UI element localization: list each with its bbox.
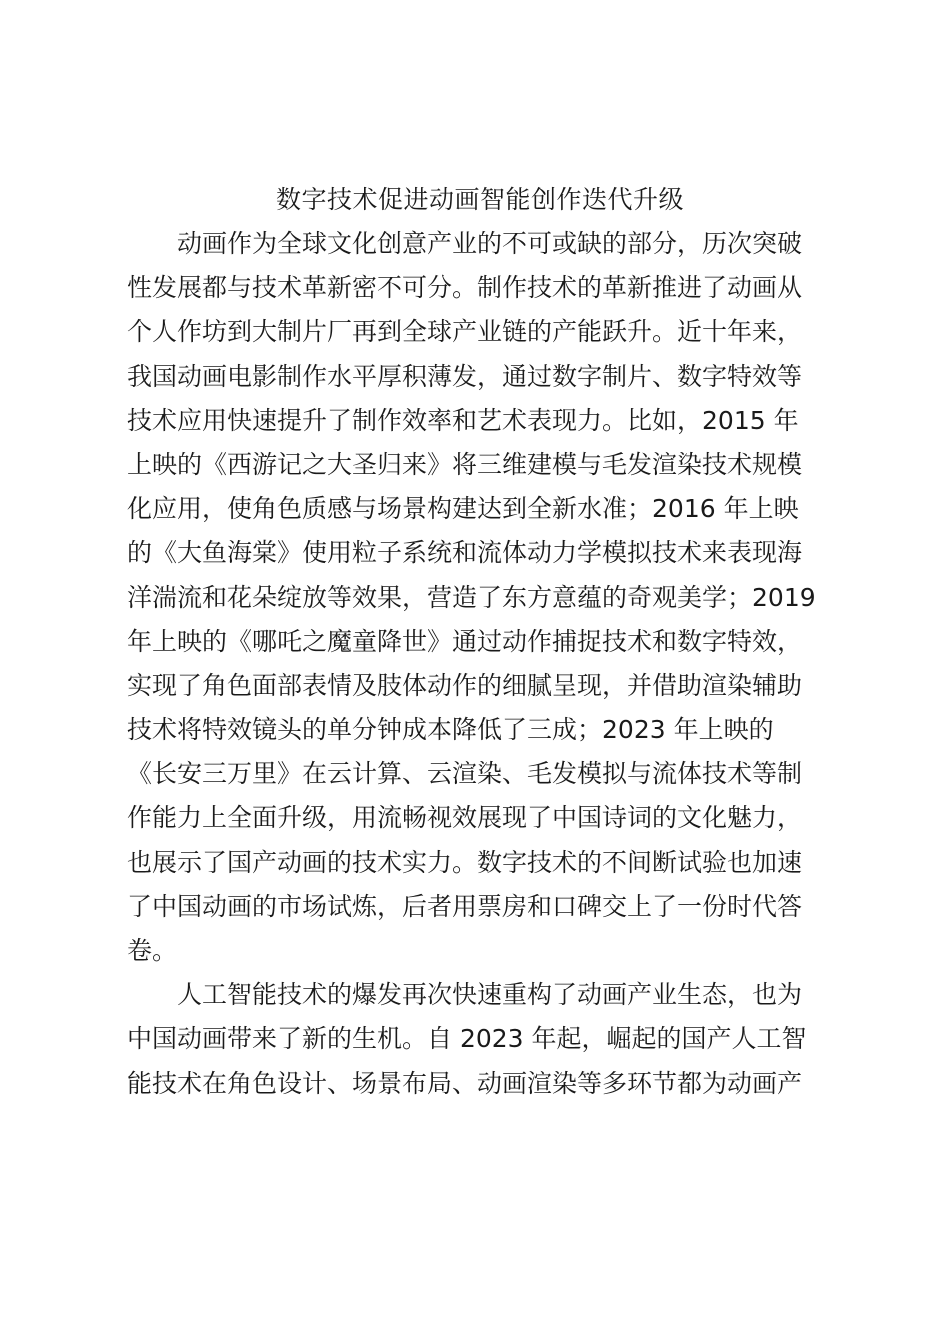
text-line: 人工智能技术的爆发再次快速重构了动画产业生态，也为	[127, 980, 803, 1010]
text-line: 上映的《西游记之大圣归来》将三维建模与毛发渲染技术规模	[127, 449, 803, 479]
text-line: 的《大鱼海棠》使用粒子系统和流体动力学模拟技术来表现海	[127, 538, 803, 568]
text-line: 动画作为全球文化创意产业的不可或缺的部分，历次突破	[127, 229, 803, 258]
document-title: 数字技术促进动画智能创作迭代升级	[275, 185, 684, 214]
text-line: 洋湍流和花朵绽放等效果，营造了东方意蕴的奇观美学；2019	[127, 582, 816, 612]
text-line: 化应用，使角色质感与场景构建达到全新水准；2016 年上映	[127, 494, 799, 524]
paragraph-1	[127, 222, 827, 973]
paragraph-2	[127, 973, 827, 1106]
text-line: 我国动画电影制作水平厚积薄发，通过数字制片、数字特效等	[127, 361, 803, 391]
text-line: 《长安三万里》在云计算、云渲染、毛发模拟与流体技术等制	[127, 759, 803, 789]
text-line: 能技术在角色设计、场景布局、动画渲染等多环节都为动画产	[127, 1068, 803, 1098]
text-line: 了中国动画的市场试炼，后者用票房和口碑交上了一份时代答	[127, 891, 803, 921]
text-line: 技术将特效镜头的单分钟成本降低了三成；2023 年上映的	[127, 715, 774, 745]
text-line: 技术应用快速提升了制作效率和艺术表现力。比如，2015 年	[127, 405, 799, 435]
document-body	[127, 222, 827, 1106]
text-line: 也展示了国产动画的技术实力。数字技术的不间断试验也加速	[127, 847, 803, 877]
text-line: 卷。	[127, 936, 178, 965]
text-line: 中国动画带来了新的生机。自 2023 年起，崛起的国产人工智	[127, 1024, 807, 1054]
text-line: 实现了角色面部表情及肢体动作的细腻呈现，并借助渲染辅助	[127, 670, 803, 700]
text-line: 性发展都与技术革新密不可分。制作技术的革新推进了动画从	[127, 273, 803, 303]
text-line: 年上映的《哪吒之魔童降世》通过动作捕捉技术和数字特效，	[127, 626, 803, 656]
text-line: 作能力上全面升级，用流畅视效展现了中国诗词的文化魅力，	[127, 803, 803, 833]
text-line: 个人作坊到大制片厂再到全球产业链的产能跃升。近十年来，	[127, 317, 803, 347]
